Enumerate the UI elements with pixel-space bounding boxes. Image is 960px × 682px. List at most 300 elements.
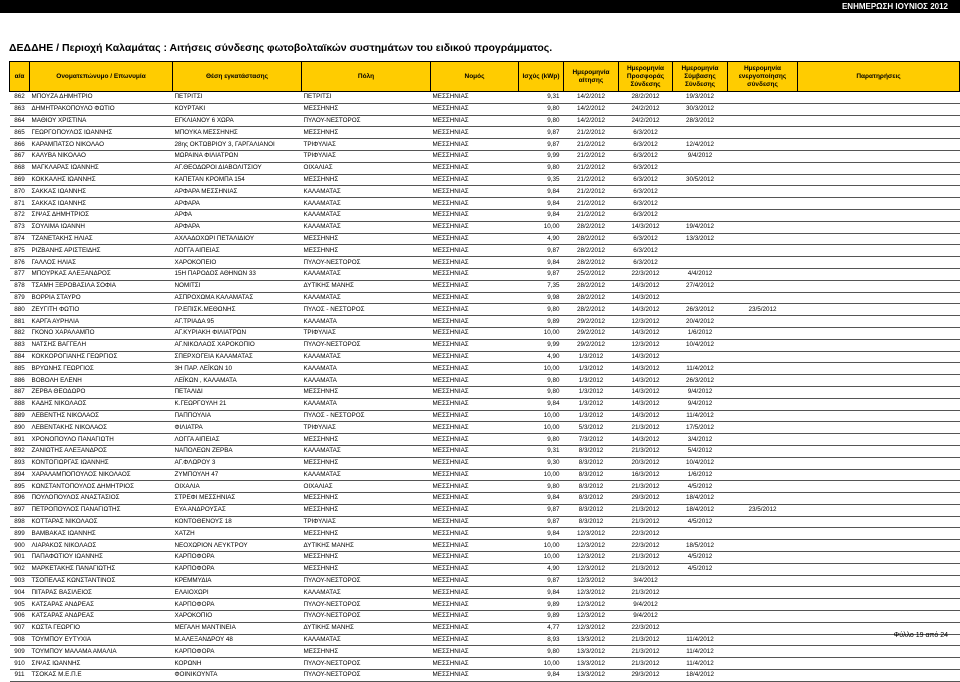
activation-date-cell — [728, 516, 798, 528]
activation-date-cell — [728, 587, 798, 599]
install-location-cell: ΚΑΡΠΟΦΟΡΑ — [173, 646, 302, 658]
prefecture-cell: ΜΕΣΣΗΝΙΑΣ — [431, 186, 519, 198]
activation-date-cell — [728, 398, 798, 410]
contract-date-cell: 10/4/2012 — [673, 457, 728, 469]
application-date-cell: 12/3/2012 — [564, 599, 619, 611]
city-cell: ΚΑΛΑΜΑΤΑ — [302, 363, 431, 375]
install-location-cell: ΟΙΧΑΛΙΑ — [173, 481, 302, 493]
table-row — [10, 398, 960, 410]
application-date-cell: 1/3/2012 — [564, 363, 619, 375]
city-cell: ΜΕΣΣΗΝΗΣ — [302, 504, 431, 516]
power-kwp-cell: 9,84 — [519, 670, 564, 682]
power-kwp-cell: 9,84 — [519, 257, 564, 269]
offer-date-cell: 14/3/2012 — [619, 386, 673, 398]
remarks-cell — [798, 257, 960, 269]
power-kwp-cell: 9,80 — [519, 103, 564, 115]
install-location-cell: ΕΓΚΛΙΑΝΟΥ 6 ΧΩΡΑ — [173, 115, 302, 127]
table-row — [10, 351, 960, 363]
activation-date-cell — [728, 162, 798, 174]
offer-date-cell: 6/3/2012 — [619, 245, 673, 257]
offer-date-cell: 6/3/2012 — [619, 198, 673, 210]
activation-date-cell — [728, 280, 798, 292]
application-date-cell: 21/2/2012 — [564, 174, 619, 186]
table-row — [10, 375, 960, 387]
activation-date-cell — [728, 552, 798, 564]
application-date-cell: 8/3/2012 — [564, 516, 619, 528]
row-index-cell: 866 — [10, 139, 30, 151]
remarks-cell — [798, 445, 960, 457]
application-date-cell: 8/3/2012 — [564, 457, 619, 469]
city-cell: ΚΑΛΑΜΑΤΑΣ — [302, 292, 431, 304]
activation-date-cell — [728, 540, 798, 552]
table-row — [10, 599, 960, 611]
prefecture-cell: ΜΕΣΣΗΝΙΑΣ — [431, 563, 519, 575]
application-date-cell: 1/3/2012 — [564, 375, 619, 387]
city-cell: ΚΑΛΑΜΑΤΑ — [302, 316, 431, 328]
city-cell: ΔΥΤΙΚΗΣ ΜΑΝΗΣ — [302, 280, 431, 292]
offer-date-cell: 6/3/2012 — [619, 150, 673, 162]
applicant-name-cell: ΚΑΡΑΜΠΑΤΣΟ ΝΙΚΟΛΑΟ — [30, 139, 173, 151]
power-kwp-cell: 9,84 — [519, 209, 564, 221]
offer-date-cell: 12/3/2012 — [619, 339, 673, 351]
table-row — [10, 174, 960, 186]
prefecture-cell: ΜΕΣΣΗΝΙΑΣ — [431, 540, 519, 552]
remarks-cell — [798, 469, 960, 481]
city-cell: ΤΡΙΦΥΛΙΑΣ — [302, 516, 431, 528]
contract-date-cell: 18/5/2012 — [673, 540, 728, 552]
application-date-cell: 5/3/2012 — [564, 422, 619, 434]
offer-date-cell: 21/3/2012 — [619, 646, 673, 658]
activation-date-cell — [728, 139, 798, 151]
applicant-name-cell: ΤΟΥΜΠΟΥ ΕΥΤΥΧΙΑ — [30, 634, 173, 646]
city-cell: ΔΥΤΙΚΗΣ ΜΑΝΗΣ — [302, 540, 431, 552]
table-row — [10, 316, 960, 328]
header-city: Πόλη — [302, 62, 431, 92]
table-row — [10, 292, 960, 304]
row-index-cell: 881 — [10, 316, 30, 328]
application-date-cell: 8/3/2012 — [564, 481, 619, 493]
activation-date-cell — [728, 528, 798, 540]
install-location-cell: ΚΟΥΡΤΑΚΙ — [173, 103, 302, 115]
contract-date-cell: 3/4/2012 — [673, 434, 728, 446]
applicant-name-cell: ΜΑΡΚΕΤΑΚΗΣ ΠΑΝΑΓΙΩΤΗΣ — [30, 563, 173, 575]
application-date-cell: 8/3/2012 — [564, 504, 619, 516]
city-cell: ΚΑΛΑΜΑΤΑ — [302, 398, 431, 410]
offer-date-cell: 14/3/2012 — [619, 434, 673, 446]
city-cell: ΜΕΣΣΗΝΗΣ — [302, 646, 431, 658]
city-cell: ΜΕΣΣΗΝΗΣ — [302, 386, 431, 398]
applicant-name-cell: ΚΟΚΚΟΡΟΓΙΑΝΗΣ ΓΕΩΡΓΙΟΣ — [30, 351, 173, 363]
activation-date-cell — [728, 209, 798, 221]
activation-date-cell — [728, 670, 798, 682]
install-location-cell: Κ.ΓΕΩΡΓΟΥΛΗ 21 — [173, 398, 302, 410]
install-location-cell: ΚΟΝΤΟΘΕΝΟΥΣ 18 — [173, 516, 302, 528]
table-row — [10, 186, 960, 198]
remarks-cell — [798, 162, 960, 174]
city-cell: ΠΥΛΟΣ - ΝΕΣΤΟΡΟΣ — [302, 304, 431, 316]
application-date-cell: 25/2/2012 — [564, 268, 619, 280]
table-row — [10, 434, 960, 446]
contract-date-cell: 11/4/2012 — [673, 363, 728, 375]
city-cell: ΔΥΤΙΚΗΣ ΜΑΝΗΣ — [302, 622, 431, 634]
install-location-cell: ΧΑΡΟΚΟΠΕΙΟ — [173, 257, 302, 269]
applicant-name-cell: ΣΑΚΚΑΣ ΙΩΑΝΝΗΣ — [30, 186, 173, 198]
prefecture-cell: ΜΕΣΣΗΝΙΑΣ — [431, 386, 519, 398]
contract-date-cell: 11/4/2012 — [673, 658, 728, 670]
applicant-name-cell: ΚΑΤΣΑΡΑΣ ΑΝΔΡΕΑΣ — [30, 599, 173, 611]
contract-date-cell: 26/3/2012 — [673, 375, 728, 387]
city-cell: ΚΑΛΑΜΑΤΑΣ — [302, 469, 431, 481]
install-location-cell: ΠΑΠΠΟΥΛΙΑ — [173, 410, 302, 422]
table-row — [10, 422, 960, 434]
prefecture-cell: ΜΕΣΣΗΝΙΑΣ — [431, 434, 519, 446]
remarks-cell — [798, 552, 960, 564]
remarks-cell — [798, 457, 960, 469]
activation-date-cell — [728, 375, 798, 387]
table-row — [10, 646, 960, 658]
activation-date-cell — [728, 457, 798, 469]
city-cell: ΜΕΣΣΗΝΗΣ — [302, 563, 431, 575]
power-kwp-cell: 9,80 — [519, 434, 564, 446]
table-row — [10, 410, 960, 422]
contract-date-cell: 19/4/2012 — [673, 221, 728, 233]
offer-date-cell: 22/3/2012 — [619, 268, 673, 280]
applicant-name-cell: ΣΑΚΚΑΣ ΙΩΑΝΝΗΣ — [30, 198, 173, 210]
offer-date-cell: 14/3/2012 — [619, 398, 673, 410]
power-kwp-cell: 10,00 — [519, 221, 564, 233]
application-date-cell: 7/3/2012 — [564, 434, 619, 446]
remarks-cell — [798, 339, 960, 351]
city-cell: ΠΥΛΟΣ - ΝΕΣΤΟΡΟΣ — [302, 410, 431, 422]
power-kwp-cell: 10,00 — [519, 540, 564, 552]
install-location-cell: ΚΑΠΕΤΑΝ ΚΡΟΜΠΑ 154 — [173, 174, 302, 186]
contract-date-cell: 9/4/2012 — [673, 398, 728, 410]
city-cell: ΠΥΛΟΥ-ΝΕΣΤΟΡΟΣ — [302, 599, 431, 611]
city-cell: ΜΕΣΣΗΝΗΣ — [302, 493, 431, 505]
city-cell: ΠΥΛΟΥ-ΝΕΣΤΟΡΟΣ — [302, 257, 431, 269]
city-cell: ΠΕΤΡΙΤΣΙ — [302, 92, 431, 104]
contract-date-cell — [673, 162, 728, 174]
city-cell: ΤΡΙΦΥΛΙΑΣ — [302, 150, 431, 162]
activation-date-cell — [728, 92, 798, 104]
header-power: Ισχύς (kWp) — [519, 62, 564, 92]
row-index-cell: 875 — [10, 245, 30, 257]
applicant-name-cell: ΜΠΟΥΖΑ ΔΗΜΗΤΡΙΟ — [30, 92, 173, 104]
install-location-cell: ΑΓ.ΦΛΩΡΟΥ 3 — [173, 457, 302, 469]
power-kwp-cell: 10,00 — [519, 422, 564, 434]
prefecture-cell: ΜΕΣΣΗΝΙΑΣ — [431, 587, 519, 599]
row-index-cell: 879 — [10, 292, 30, 304]
city-cell: ΠΥΛΟΥ-ΝΕΣΤΟΡΟΣ — [302, 575, 431, 587]
offer-date-cell: 14/3/2012 — [619, 363, 673, 375]
power-kwp-cell: 10,00 — [519, 410, 564, 422]
header-index: α/α — [10, 62, 30, 92]
install-location-cell: ΑΧΛΑΔΟΧΩΡΙ ΠΕΤΑΛΙΔΙΟΥ — [173, 233, 302, 245]
contract-date-cell — [673, 245, 728, 257]
activation-date-cell — [728, 103, 798, 115]
remarks-cell — [798, 481, 960, 493]
table-row — [10, 268, 960, 280]
applicant-name-cell: ΤΖΑΝΕΤΑΚΗΣ ΗΛΙΑΣ — [30, 233, 173, 245]
remarks-cell — [798, 351, 960, 363]
row-index-cell: 899 — [10, 528, 30, 540]
row-index-cell: 909 — [10, 646, 30, 658]
contract-date-cell — [673, 186, 728, 198]
activation-date-cell — [728, 257, 798, 269]
table-row — [10, 257, 960, 269]
prefecture-cell: ΜΕΣΣΗΝΙΑΣ — [431, 516, 519, 528]
remarks-cell — [798, 198, 960, 210]
activation-date-cell: 23/5/2012 — [728, 304, 798, 316]
applicant-name-cell: ΚΟΤΤΑΡΑΣ ΝΙΚΟΛΑΟΣ — [30, 516, 173, 528]
install-location-cell: ΑΓ.ΘΕΟΔΩΡΟΙ ΔΙΑΒΟΛΙΤΣΙΟΥ — [173, 162, 302, 174]
remarks-cell — [798, 327, 960, 339]
application-date-cell: 21/2/2012 — [564, 139, 619, 151]
prefecture-cell: ΜΕΣΣΗΝΙΑΣ — [431, 209, 519, 221]
applicant-name-cell: ΧΑΡΑΛΑΜΠΟΠΟΥΛΟΣ ΝΙΚΟΛΑΟΣ — [30, 469, 173, 481]
activation-date-cell — [728, 445, 798, 457]
city-cell: ΚΑΛΑΜΑΤΑ — [302, 375, 431, 387]
power-kwp-cell: 9,99 — [519, 150, 564, 162]
power-kwp-cell: 9,80 — [519, 646, 564, 658]
contract-date-cell: 18/4/2012 — [673, 670, 728, 682]
power-kwp-cell: 4,77 — [519, 622, 564, 634]
application-date-cell: 28/2/2012 — [564, 257, 619, 269]
power-kwp-cell: 9,31 — [519, 92, 564, 104]
application-date-cell: 21/2/2012 — [564, 162, 619, 174]
city-cell: ΜΕΣΣΗΝΗΣ — [302, 434, 431, 446]
table-row — [10, 162, 960, 174]
title-region: Περιοχή Καλαμάτας — [62, 42, 161, 54]
activation-date-cell — [728, 599, 798, 611]
activation-date-cell — [728, 611, 798, 623]
activation-date-cell — [728, 268, 798, 280]
remarks-cell — [798, 221, 960, 233]
power-kwp-cell: 9,87 — [519, 245, 564, 257]
offer-date-cell: 22/3/2012 — [619, 622, 673, 634]
power-kwp-cell: 9,87 — [519, 139, 564, 151]
prefecture-cell: ΜΕΣΣΗΝΙΑΣ — [431, 221, 519, 233]
offer-date-cell: 14/3/2012 — [619, 410, 673, 422]
row-index-cell: 908 — [10, 634, 30, 646]
applicant-name-cell: ΒΟΡΡΙΑ ΣΤΑΥΡΟ — [30, 292, 173, 304]
remarks-cell — [798, 186, 960, 198]
install-location-cell: ΚΡΕΜΜΥΔΙΑ — [173, 575, 302, 587]
application-date-cell: 12/3/2012 — [564, 622, 619, 634]
title-colon: : — [160, 42, 170, 54]
row-index-cell: 896 — [10, 493, 30, 505]
contract-date-cell: 5/4/2012 — [673, 445, 728, 457]
city-cell: ΟΙΧΑΛΙΑΣ — [302, 162, 431, 174]
applicant-name-cell: ΚΟΚΚΑΛΗΣ ΙΩΑΝΝΗΣ — [30, 174, 173, 186]
table-row — [10, 516, 960, 528]
offer-date-cell: 16/3/2012 — [619, 469, 673, 481]
applicant-name-cell: ΠΕΤΡΟΠΟΥΛΟΣ ΠΑΝΑΓΙΩΤΗΣ — [30, 504, 173, 516]
install-location-cell: ΚΑΡΠΟΦΟΡΑ — [173, 563, 302, 575]
remarks-cell — [798, 493, 960, 505]
prefecture-cell: ΜΕΣΣΗΝΙΑΣ — [431, 504, 519, 516]
header-prefecture: Νομός — [431, 62, 519, 92]
offer-date-cell: 21/3/2012 — [619, 422, 673, 434]
remarks-cell — [798, 150, 960, 162]
activation-date-cell — [728, 115, 798, 127]
offer-date-cell: 9/4/2012 — [619, 599, 673, 611]
application-date-cell: 29/2/2012 — [564, 327, 619, 339]
header-location: Θέση εγκατάστασης — [173, 62, 302, 92]
offer-date-cell: 6/3/2012 — [619, 139, 673, 151]
application-date-cell: 28/2/2012 — [564, 292, 619, 304]
table-row — [10, 493, 960, 505]
prefecture-cell: ΜΕΣΣΗΝΙΑΣ — [431, 528, 519, 540]
activation-date-cell — [728, 575, 798, 587]
install-location-cell: ΝΕΟΧΩΡΙΟΝ ΛΕΥΚΤΡΟΥ — [173, 540, 302, 552]
row-index-cell: 900 — [10, 540, 30, 552]
city-cell: ΜΕΣΣΗΝΗΣ — [302, 103, 431, 115]
applicant-name-cell: ΣΟΥΛΙΜΑ ΙΩΑΝΝΗ — [30, 221, 173, 233]
prefecture-cell: ΜΕΣΣΗΝΙΑΣ — [431, 245, 519, 257]
offer-date-cell: 21/3/2012 — [619, 634, 673, 646]
power-kwp-cell: 9,84 — [519, 198, 564, 210]
applicant-name-cell: ΒΟΒΟΛΗ ΕΛΕΝΗ — [30, 375, 173, 387]
applicant-name-cell: ΒΡΥΩΝΗΣ ΓΕΩΡΓΙΟΣ — [30, 363, 173, 375]
table-row — [10, 339, 960, 351]
activation-date-cell — [728, 422, 798, 434]
prefecture-cell: ΜΕΣΣΗΝΙΑΣ — [431, 150, 519, 162]
applicant-name-cell: ΚΑΡΓΑ ΑΥΡΗΛΙΑ — [30, 316, 173, 328]
power-kwp-cell: 7,35 — [519, 280, 564, 292]
remarks-cell — [798, 375, 960, 387]
activation-date-cell — [728, 339, 798, 351]
power-kwp-cell: 9,84 — [519, 587, 564, 599]
applications-table-wrap — [9, 61, 960, 682]
table-row — [10, 540, 960, 552]
prefecture-cell: ΜΕΣΣΗΝΙΑΣ — [431, 233, 519, 245]
table-row — [10, 622, 960, 634]
city-cell: ΤΡΙΦΥΛΙΑΣ — [302, 139, 431, 151]
application-date-cell: 14/2/2012 — [564, 92, 619, 104]
prefecture-cell: ΜΕΣΣΗΝΙΑΣ — [431, 410, 519, 422]
remarks-cell — [798, 209, 960, 221]
table-row — [10, 209, 960, 221]
activation-date-cell — [728, 622, 798, 634]
remarks-cell — [798, 540, 960, 552]
application-date-cell: 13/3/2012 — [564, 646, 619, 658]
application-date-cell: 21/2/2012 — [564, 198, 619, 210]
applicant-name-cell: ΤΣΑΜΗ ΞΕΡΟΒΑΣΙΛΑ ΣΟΦΙΑ — [30, 280, 173, 292]
application-date-cell: 1/3/2012 — [564, 410, 619, 422]
activation-date-cell — [728, 386, 798, 398]
install-location-cell: ΖΥΜΠΟΥΛΗ 47 — [173, 469, 302, 481]
row-index-cell: 882 — [10, 327, 30, 339]
contract-date-cell: 1/6/2012 — [673, 469, 728, 481]
row-index-cell: 872 — [10, 209, 30, 221]
activation-date-cell — [728, 186, 798, 198]
activation-date-cell — [728, 221, 798, 233]
prefecture-cell: ΜΕΣΣΗΝΙΑΣ — [431, 327, 519, 339]
contract-date-cell: 26/3/2012 — [673, 304, 728, 316]
city-cell: ΜΕΣΣΗΝΗΣ — [302, 457, 431, 469]
contract-date-cell — [673, 575, 728, 587]
offer-date-cell: 6/3/2012 — [619, 162, 673, 174]
city-cell: ΜΕΣΣΗΝΗΣ — [302, 174, 431, 186]
offer-date-cell: 6/3/2012 — [619, 257, 673, 269]
remarks-cell — [798, 103, 960, 115]
table-row — [10, 150, 960, 162]
header-name: Ονοματεπώνυμο / Επωνυμία — [30, 62, 173, 92]
contract-date-cell — [673, 257, 728, 269]
row-index-cell: 890 — [10, 422, 30, 434]
install-location-cell: ΕΛΑΙΟΧΩΡΙ — [173, 587, 302, 599]
prefecture-cell: ΜΕΣΣΗΝΙΑΣ — [431, 658, 519, 670]
install-location-cell: ΑΡΦΑΡΑ ΜΕΣΣΗΝΙΑΣ — [173, 186, 302, 198]
activation-date-cell — [728, 127, 798, 139]
install-location-cell: ΝΟΜΙΤΣΙ — [173, 280, 302, 292]
city-cell: ΚΑΛΑΜΑΤΑΣ — [302, 268, 431, 280]
application-date-cell: 12/3/2012 — [564, 563, 619, 575]
prefecture-cell: ΜΕΣΣΗΝΙΑΣ — [431, 257, 519, 269]
row-index-cell: 889 — [10, 410, 30, 422]
contract-date-cell: 27/4/2012 — [673, 280, 728, 292]
row-index-cell: 864 — [10, 115, 30, 127]
city-cell: ΚΑΛΑΜΑΤΑΣ — [302, 186, 431, 198]
offer-date-cell: 3/4/2012 — [619, 575, 673, 587]
row-index-cell: 869 — [10, 174, 30, 186]
table-row — [10, 587, 960, 599]
applicant-name-cell: ΖΕΥΓΙΤΗ ΦΩΤΙΟ — [30, 304, 173, 316]
table-row — [10, 575, 960, 587]
activation-date-cell — [728, 434, 798, 446]
application-date-cell: 28/2/2012 — [564, 280, 619, 292]
remarks-cell — [798, 292, 960, 304]
activation-date-cell — [728, 469, 798, 481]
power-kwp-cell: 9,31 — [519, 445, 564, 457]
install-location-cell: ΣΤΡΕΦΙ ΜΕΣΣΗΝΙΑΣ — [173, 493, 302, 505]
city-cell: ΚΑΛΑΜΑΤΑΣ — [302, 445, 431, 457]
prefecture-cell: ΜΕΣΣΗΝΙΑΣ — [431, 139, 519, 151]
activation-date-cell — [728, 410, 798, 422]
row-index-cell: 886 — [10, 375, 30, 387]
contract-date-cell: 19/3/2012 — [673, 92, 728, 104]
row-index-cell: 901 — [10, 552, 30, 564]
contract-date-cell — [673, 611, 728, 623]
power-kwp-cell: 9,84 — [519, 186, 564, 198]
application-date-cell: 1/3/2012 — [564, 398, 619, 410]
contract-date-cell: 9/4/2012 — [673, 150, 728, 162]
applicant-name-cell: ΠΑΠΑΦΩΤΙΟΥ ΙΩΑΝΝΗΣ — [30, 552, 173, 564]
prefecture-cell: ΜΕΣΣΗΝΙΑΣ — [431, 162, 519, 174]
city-cell: ΜΕΣΣΗΝΗΣ — [302, 528, 431, 540]
remarks-cell — [798, 516, 960, 528]
offer-date-cell: 21/3/2012 — [619, 481, 673, 493]
contract-date-cell: 30/5/2012 — [673, 174, 728, 186]
table-row — [10, 469, 960, 481]
power-kwp-cell: 9,80 — [519, 162, 564, 174]
offer-date-cell: 21/3/2012 — [619, 504, 673, 516]
applicant-name-cell: ΛΕΒΕΝΤΑΚΗΣ ΝΙΚΟΛΑΟΣ — [30, 422, 173, 434]
prefecture-cell: ΜΕΣΣΗΝΙΑΣ — [431, 457, 519, 469]
install-location-cell: 15Η ΠΑΡΟΔΟΣ ΑΘΗΝΩΝ 33 — [173, 268, 302, 280]
row-index-cell: 880 — [10, 304, 30, 316]
power-kwp-cell: 4,90 — [519, 351, 564, 363]
row-index-cell: 873 — [10, 221, 30, 233]
prefecture-cell: ΜΕΣΣΗΝΙΑΣ — [431, 304, 519, 316]
offer-date-cell: 9/4/2012 — [619, 611, 673, 623]
power-kwp-cell: 9,35 — [519, 174, 564, 186]
install-location-cell: ΑΣΠΡΟΧΩΜΑ ΚΑΛΑΜΑΤΑΣ — [173, 292, 302, 304]
remarks-cell — [798, 587, 960, 599]
activation-date-cell — [728, 198, 798, 210]
remarks-cell — [798, 139, 960, 151]
